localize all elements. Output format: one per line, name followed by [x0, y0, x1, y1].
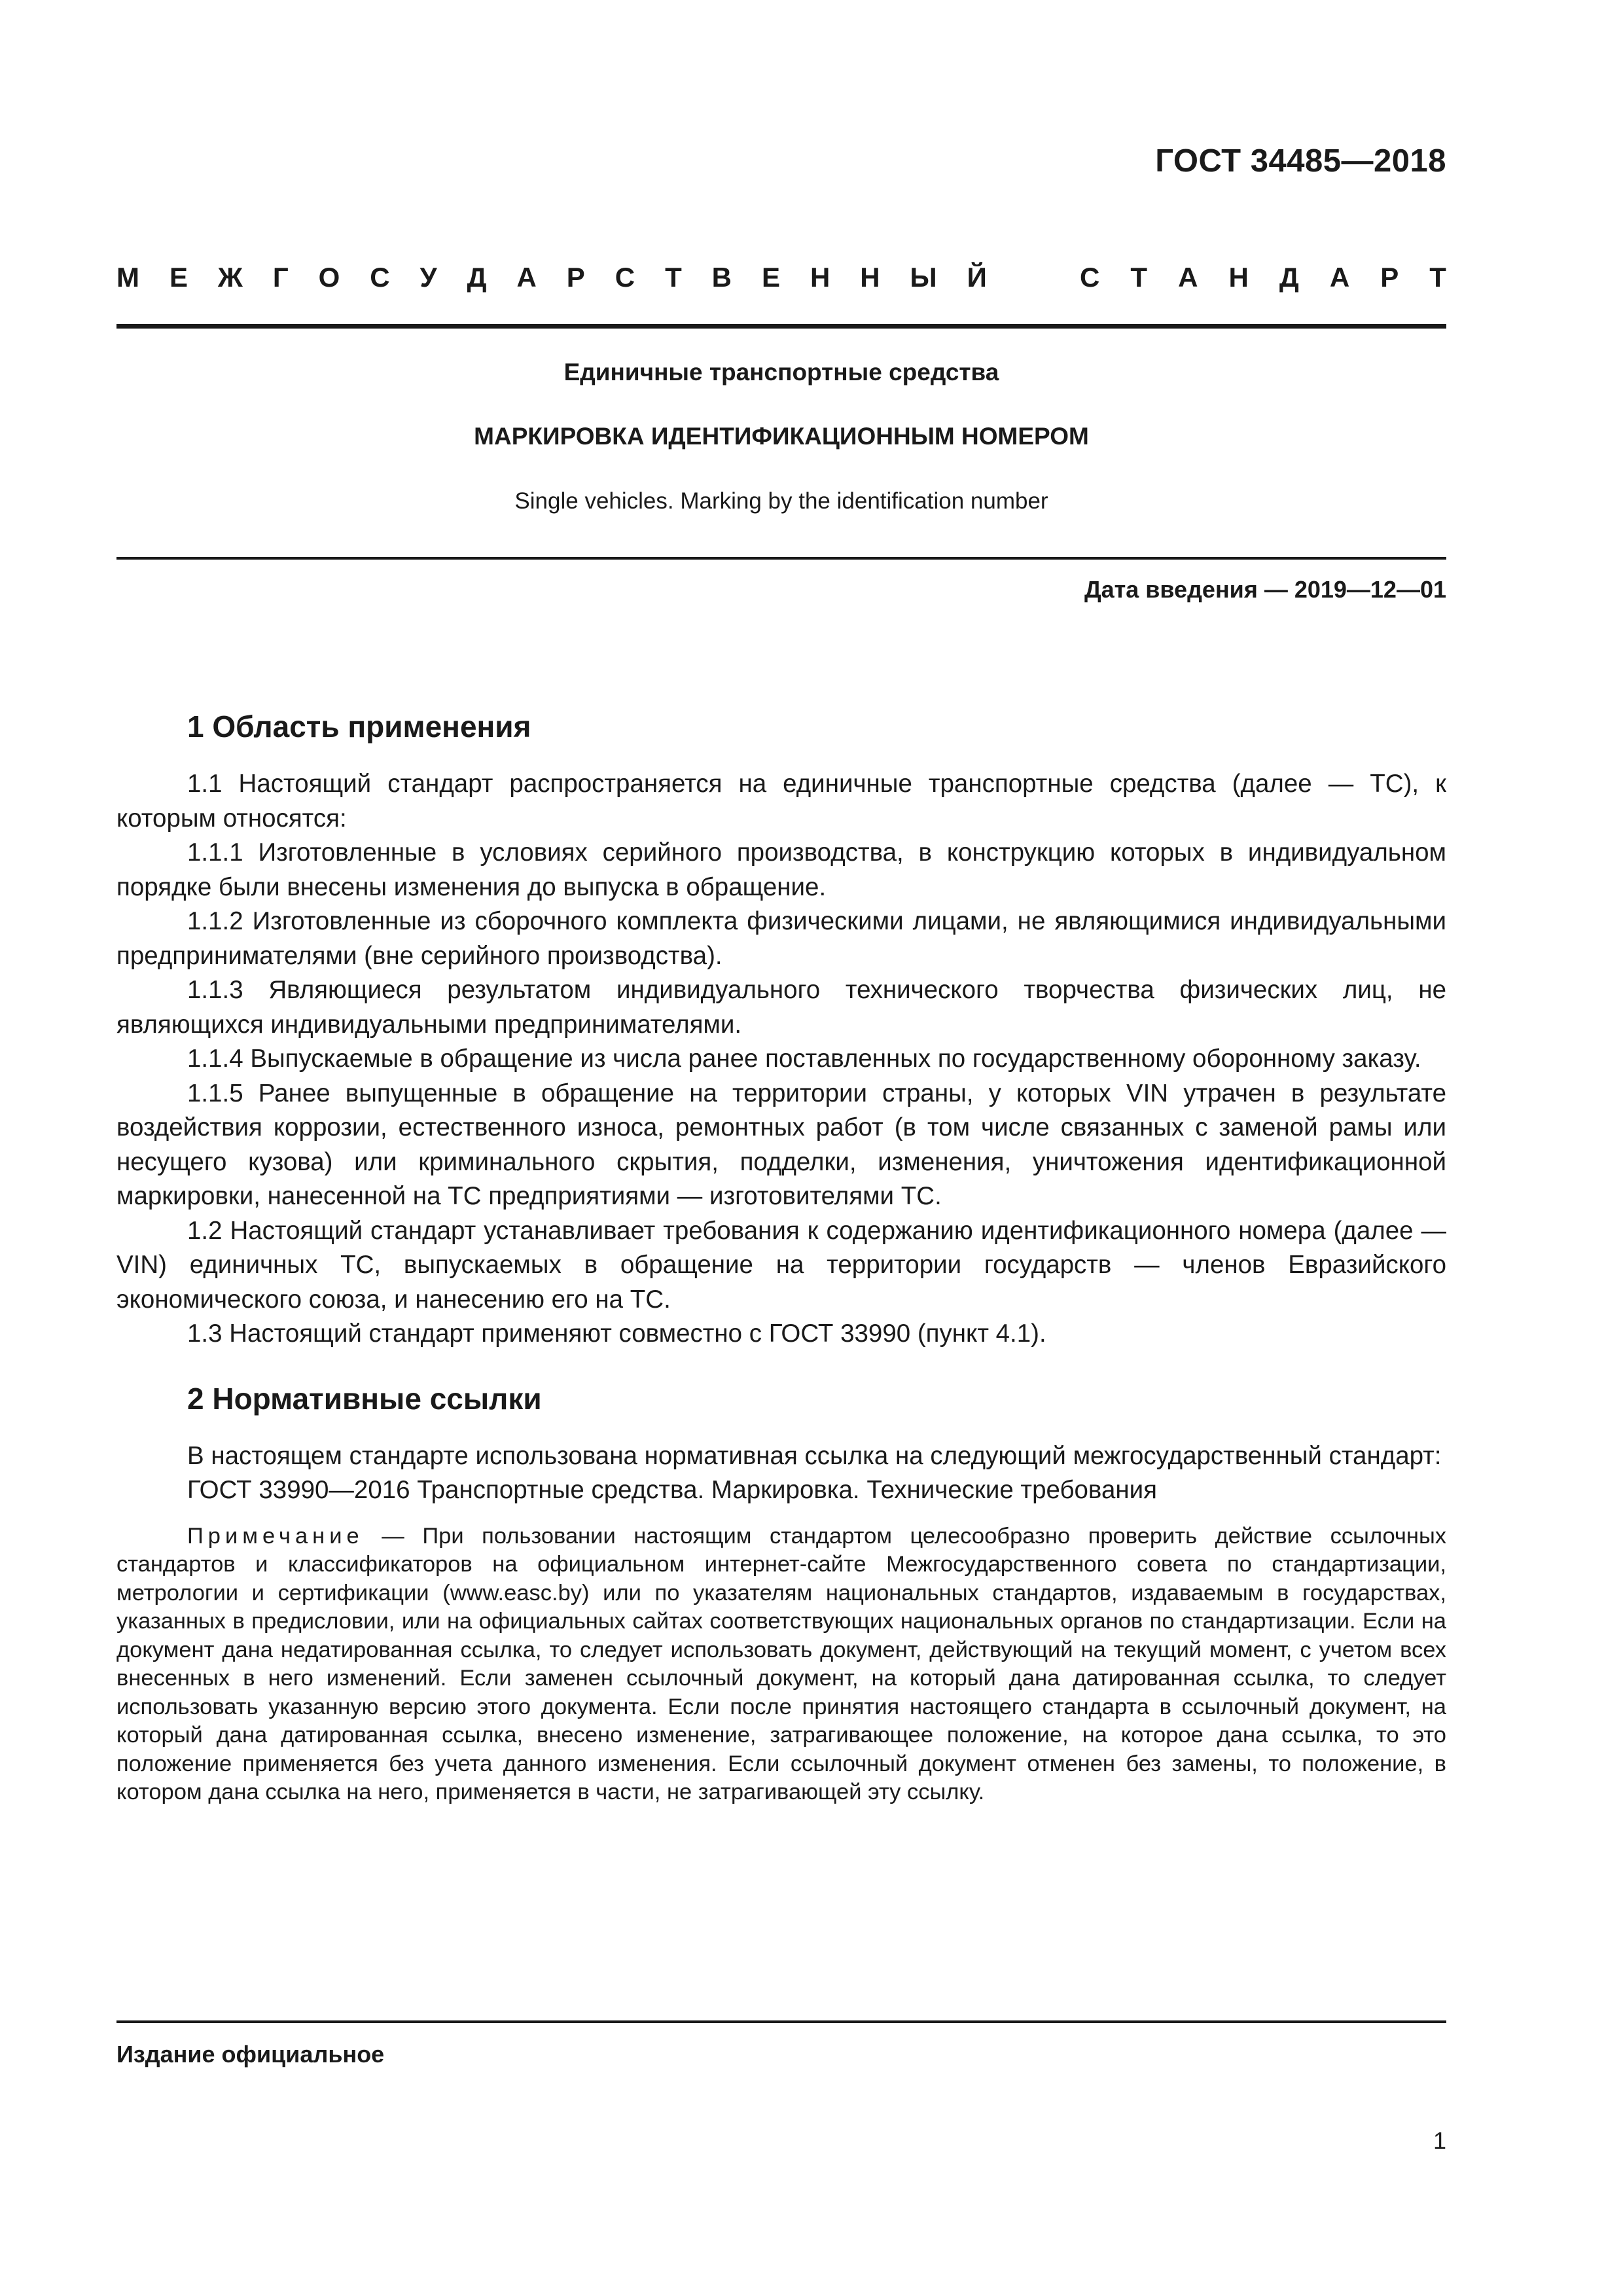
letter: Н	[810, 262, 830, 293]
letter: Н	[860, 262, 880, 293]
letter: О	[318, 262, 340, 293]
clause-1-2: 1.2 Настоящий стандарт устанавливает требования к содержанию идентификационного номера (далее — VIN) единичных ТС, выпускаемых в обращение на территории государств — членов Евразийского экономического союза, и нанесению его на ТС.	[116, 1216, 1446, 1314]
letter: Т	[1429, 262, 1446, 293]
letter: Й	[967, 262, 987, 293]
document-code: ГОСТ 34485—2018	[1155, 143, 1446, 179]
introduction-date: Дата введения — 2019—12—01	[1084, 576, 1446, 603]
letter: Е	[761, 262, 780, 293]
letter: С	[1080, 262, 1100, 293]
references-note	[116, 1522, 1446, 1807]
letter: Е	[169, 262, 188, 293]
clause-1-3: 1.3 Настоящий стандарт применяют совместно с ГОСТ 33990 (пункт 4.1).	[187, 1319, 1046, 1348]
letter: С	[370, 262, 390, 293]
footer-divider	[116, 2020, 1446, 2023]
references-intro: В настоящем стандарте использована нормативная ссылка на следующий межгосударственный стандарт:	[187, 1441, 1442, 1470]
document-body	[116, 707, 1446, 1829]
letter: А	[1178, 262, 1198, 293]
letter: Д	[467, 262, 487, 293]
letter: Ж	[217, 262, 243, 293]
letter: Т	[1130, 262, 1148, 293]
letter: С	[615, 262, 635, 293]
letter: Г	[272, 262, 289, 293]
note-text: — При пользовании настоящим стандартом целесообразно проверить действие ссылочных стандартов и классификаторов на официальном интернет-сайте Межгосударственного совета по стандартизации, метрологии и сертификации (www.easc.by) или по указателям национальных стандартов, издаваемым в государствах, указанных в предисловии, или на официальных сайтах соответствующих национальных органов по стандартизации. Если на документ дана недатированная ссылка, то следует использовать документ, действующий на текущий момент, с учетом всех внесенных в него изменений. Если заменен ссылочный документ, на который дана датированная ссылка, то следует использовать указанную версию этого документа. Если после принятия настоящего стандарта в ссылочный документ, на который дана датированная ссылка, внесено изменение, затрагивающее положение, на которое дана ссылка, то это положение применяется без учета данного изменения. Если ссылочный документ отменен без замены, то положение, в котором дана ссылка на него, применяется в части, не затрагивающей эту ссылку.	[116, 1523, 1446, 1804]
clause-1-1-4: 1.1.4 Выпускаемые в обращение из числа ранее поставленных по государственному оборонному заказу.	[187, 1045, 1421, 1073]
section-heading-scope: 1 Область применения	[187, 709, 531, 744]
reference-item: ГОСТ 33990—2016 Транспортные средства. Маркировка. Технические требования	[187, 1476, 1157, 1504]
letter: Н	[1228, 262, 1249, 293]
standard-type-heading	[116, 262, 1446, 293]
letter: Д	[1279, 262, 1299, 293]
document-title-ru: Единичные транспортные средства	[563, 359, 999, 386]
letter: В	[711, 262, 732, 293]
page-number: 1	[1433, 2127, 1446, 2154]
section-heading-references: 2 Нормативные ссылки	[187, 1381, 542, 1416]
document-subtitle-ru: МАРКИРОВКА ИДЕНТИФИКАЦИОННЫМ НОМЕРОМ	[474, 423, 1089, 450]
letter: У	[419, 262, 437, 293]
standard-type-word-standard	[1080, 262, 1446, 293]
clause-1-1-1: 1.1.1 Изготовленные в условиях серийного производства, в конструкцию которых в индивидуальном порядке были внесены изменения до выпуска в обращение.	[116, 838, 1446, 901]
header-divider-thin	[116, 557, 1446, 560]
letter: А	[1329, 262, 1350, 293]
clause-1-1-3: 1.1.3 Являющиеся результатом индивидуального технического творчества физических лиц, не являющихся индивидуальными предпринимателями.	[116, 976, 1446, 1039]
letter: Ы	[910, 262, 937, 293]
letter: Т	[665, 262, 682, 293]
letter: М	[116, 262, 139, 293]
note-label: Примечание	[187, 1523, 364, 1549]
clause-1-1: 1.1 Настоящий стандарт распространяется на единичные транспортные средства (далее — ТС), к которым относятся:	[116, 770, 1446, 833]
letter: Р	[1380, 262, 1399, 293]
clause-1-1-5: 1.1.5 Ранее выпущенные в обращение на территории страны, у которых VIN утрачен в результате воздействия коррозии, естественного износа, ремонтных работ (в том числе связанных с заменой рамы или несущего кузова) или криминального скрытия, подделки, изменения, уничтожения идентификационной маркировки, нанесенной на ТС предприятиями — изготовителями ТС.	[116, 1079, 1446, 1210]
letter: Р	[566, 262, 585, 293]
header-divider-thick	[116, 324, 1446, 329]
standard-type-word-interstate	[116, 262, 987, 293]
document-title-en: Single vehicles. Marking by the identification number	[514, 488, 1048, 514]
clause-1-1-2: 1.1.2 Изготовленные из сборочного комплекта физическими лицами, не являющимися индивидуальными предпринимателями (вне серийного производства).	[116, 907, 1446, 970]
edition-label: Издание официальное	[116, 2041, 385, 2068]
letter: А	[516, 262, 537, 293]
